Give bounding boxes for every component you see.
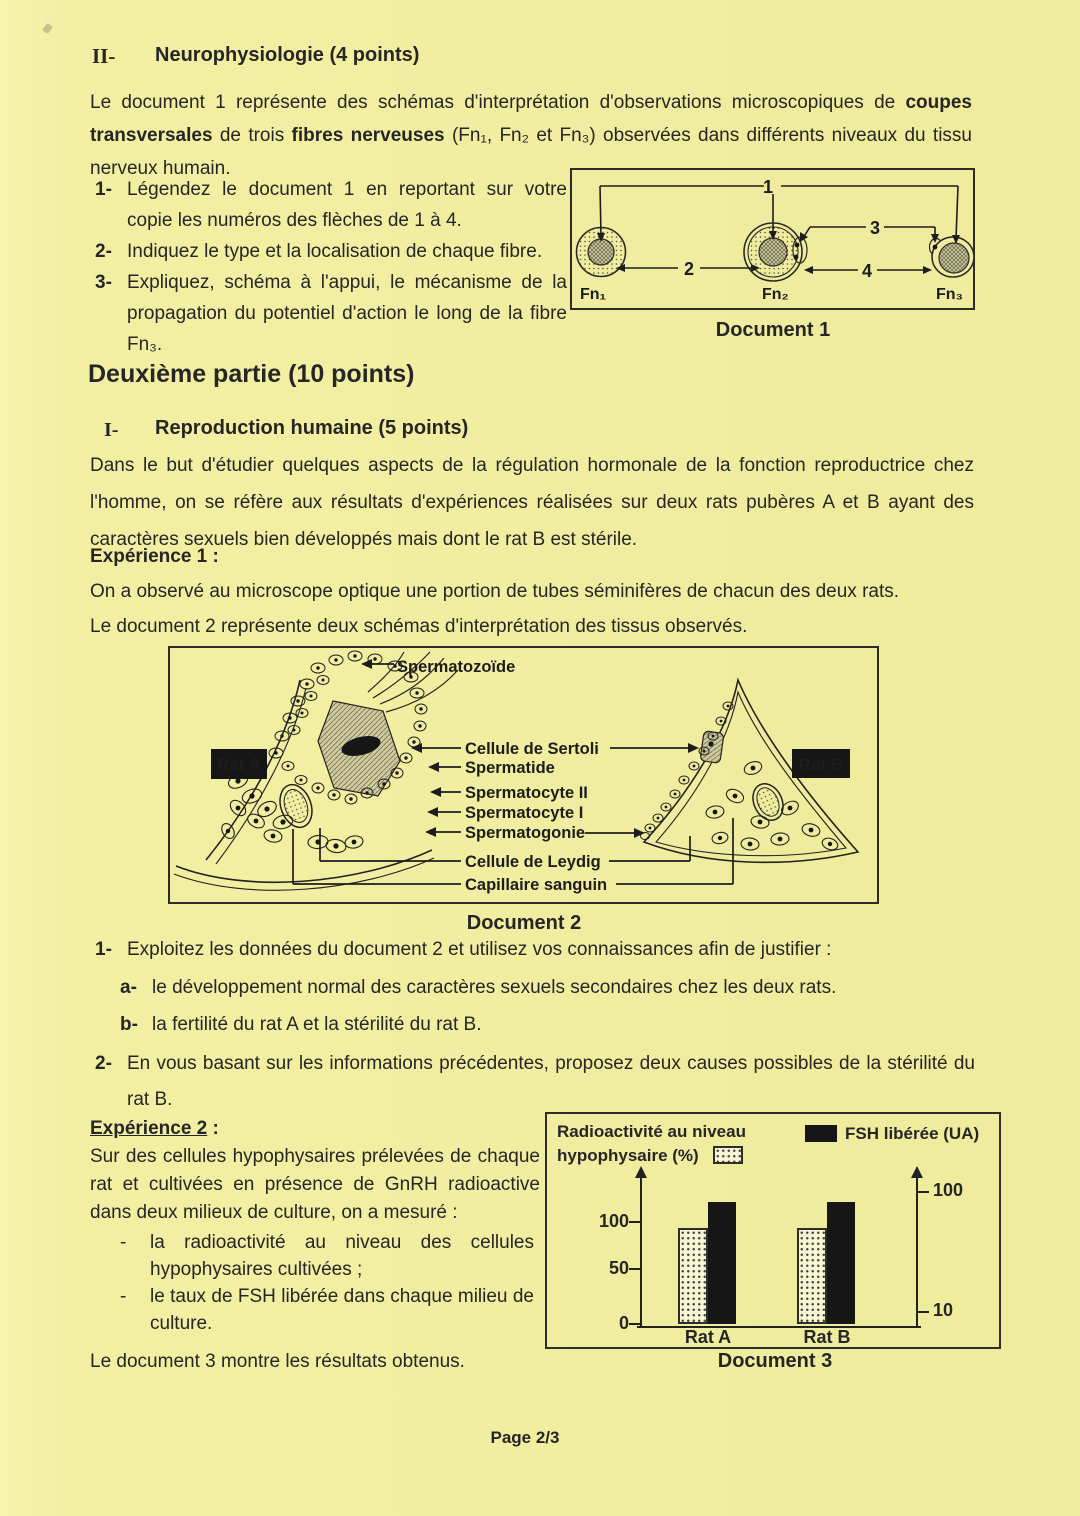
intro-text-segment: (Fn₁, Fn₂ et Fn₃) observées dans différents niveaux du tissu nerveux humain. bbox=[90, 125, 972, 179]
right-axis-arrow bbox=[911, 1166, 923, 1178]
question-number: 3- bbox=[95, 272, 112, 293]
left-tick-100: 100 bbox=[598, 1211, 629, 1231]
left-axis bbox=[640, 1178, 642, 1327]
fiber-fn3-drawing bbox=[930, 237, 975, 277]
category-rat-a: Rat A bbox=[684, 1327, 732, 1347]
right-legend bbox=[805, 1124, 979, 1144]
right-tick-10: 10 bbox=[933, 1300, 954, 1320]
bar-radioactivity-rat-b bbox=[797, 1228, 827, 1324]
dotted-legend-swatch bbox=[713, 1146, 743, 1164]
spermatide-label: Spermatide bbox=[465, 759, 555, 777]
question-item bbox=[95, 1046, 997, 1118]
fn2-label: Fn₂ bbox=[762, 286, 789, 303]
question-text: En vous basant sur les informations précédentes, proposez deux causes possibles de la stérilité du rat B. bbox=[127, 1053, 975, 1110]
question-number: 1- bbox=[95, 179, 112, 200]
question-item bbox=[95, 934, 997, 965]
question-number: 2- bbox=[95, 1053, 112, 1074]
question-item bbox=[95, 174, 567, 236]
seminiferous-tubes-diagram bbox=[168, 646, 880, 905]
rat-a-tag bbox=[211, 749, 267, 779]
section-i-number: I- bbox=[104, 419, 119, 441]
sertoli-label: Cellule de Sertoli bbox=[465, 740, 599, 758]
section-ii-number: II- bbox=[92, 44, 116, 68]
right-tick-100: 100 bbox=[933, 1180, 964, 1200]
document1-caption: Document 1 bbox=[715, 319, 831, 341]
document1-figure bbox=[570, 168, 976, 342]
question-number: 2- bbox=[95, 241, 112, 262]
left-legend-line1: Radioactivité au niveau bbox=[557, 1122, 746, 1141]
left-tick-dash bbox=[629, 1323, 640, 1325]
section-ii-title: Neurophysiologie (4 points) bbox=[155, 44, 420, 66]
exp2-heading-colon: : bbox=[207, 1118, 219, 1139]
bullet-text: la radioactivité au niveau des cellules hypophysaires cultivées ; bbox=[150, 1232, 534, 1280]
exp2-intro: Sur des cellules hypophysaires prélevées de chaque rat et cultivées en présence de GnRH radioactive dans deux milieux de culture, on a mesuré : bbox=[90, 1146, 540, 1223]
bullet-dash: - bbox=[120, 1286, 127, 1307]
bullet-text: le taux de FSH libérée dans chaque milieu de culture. bbox=[150, 1286, 534, 1334]
document3-figure bbox=[545, 1112, 1001, 1349]
spermatocyte2-label: Spermatocyte II bbox=[465, 784, 588, 802]
right-tick-dash bbox=[918, 1191, 929, 1193]
exp1-line2: Le document 2 représente deux schémas d'interprétation des tissus observés. bbox=[90, 616, 748, 637]
intro-text-segment: Le document 1 représente des schémas d'interprétation d'observations microscopiques de bbox=[90, 92, 906, 113]
bar-radioactivity-rat-a bbox=[678, 1228, 708, 1324]
neuro-questions bbox=[95, 174, 567, 360]
repro-questions bbox=[95, 934, 997, 1118]
question-item bbox=[95, 267, 567, 360]
exp2-heading-text: Expérience 2 bbox=[90, 1118, 208, 1139]
right-tick-dash bbox=[918, 1311, 929, 1313]
left-legend-text: hypophysaire (%) bbox=[557, 1146, 699, 1165]
right-axis bbox=[916, 1178, 918, 1327]
fn3-label: Fn₃ bbox=[936, 286, 963, 303]
left-tick-50: 50 bbox=[608, 1258, 629, 1278]
question-letter: b- bbox=[120, 1014, 138, 1035]
spermatozoide-label: Spermatozoïde bbox=[397, 658, 516, 676]
spermatogonie-label: Spermatogonie bbox=[465, 824, 586, 842]
arrow-2-number: 2 bbox=[683, 259, 695, 279]
question-item bbox=[95, 236, 567, 267]
arrow-1-number: 1 bbox=[762, 177, 774, 197]
scan-smudge bbox=[42, 23, 53, 34]
part2-title: Deuxième partie (10 points) bbox=[88, 360, 415, 388]
bar-fsh-rat-a bbox=[708, 1202, 736, 1324]
document2-figure bbox=[168, 646, 880, 935]
intro-bold-term: coupes transversales bbox=[90, 92, 972, 146]
arrow-4-number: 4 bbox=[861, 261, 873, 281]
exp2-bullet bbox=[120, 1283, 540, 1337]
exp2-closing: Le document 3 montre les résultats obtenus. bbox=[90, 1351, 465, 1372]
document3-caption: Document 3 bbox=[717, 1350, 833, 1372]
intro-bold-term: fibres nerveuses bbox=[291, 125, 445, 146]
question-subitem bbox=[120, 1009, 997, 1040]
question-text: Exploitez les données du document 2 et utilisez vos connaissances afin de justifier : bbox=[127, 939, 832, 960]
bar-fsh-rat-b bbox=[827, 1202, 855, 1324]
document2-labels bbox=[397, 658, 607, 894]
fn1-label: Fn₁ bbox=[580, 286, 607, 303]
rat-b-label: Rat B bbox=[798, 755, 844, 774]
question-text: le développement normal des caractères sexuels secondaires chez les deux rats. bbox=[152, 977, 837, 998]
question-subitem bbox=[120, 972, 997, 1003]
exp2-column bbox=[90, 1143, 540, 1337]
right-legend-text: FSH libérée (UA) bbox=[845, 1124, 980, 1143]
left-tick-dash bbox=[629, 1221, 640, 1223]
question-text: Expliquez, schéma à l'appui, le mécanisme de la propagation du potentiel d'action le long de la fibre Fn₃. bbox=[127, 272, 567, 355]
nerve-fibers-diagram bbox=[570, 168, 976, 311]
question-number: 1- bbox=[95, 939, 112, 960]
rat-b-tag bbox=[792, 749, 850, 778]
exp2-heading bbox=[90, 1118, 219, 1140]
capillaire-label: Capillaire sanguin bbox=[465, 876, 608, 894]
section-i-title: Reproduction humaine (5 points) bbox=[155, 417, 469, 439]
question-text: Indiquez le type et la localisation de chaque fibre. bbox=[127, 241, 543, 262]
exp2-bullet bbox=[120, 1229, 540, 1283]
left-tick-dash bbox=[629, 1268, 640, 1270]
document2-caption: Document 2 bbox=[466, 912, 582, 934]
left-legend-line2 bbox=[557, 1146, 743, 1166]
question-text: Légendez le document 1 en reportant sur votre copie les numéros des flèches de 1 à 4. bbox=[127, 179, 567, 231]
question-letter: a- bbox=[120, 977, 137, 998]
page-number: Page 2/3 bbox=[490, 1428, 560, 1447]
intro-text-segment: de trois bbox=[212, 125, 292, 146]
category-rat-b: Rat B bbox=[803, 1327, 851, 1347]
exp1-line1: On a observé au microscope optique une portion de tubes séminifères de chacun des deux rats. bbox=[90, 581, 900, 602]
left-tick-0: 0 bbox=[618, 1313, 629, 1333]
left-axis-arrow bbox=[635, 1166, 647, 1178]
bullet-dash: - bbox=[120, 1232, 127, 1253]
rat-a-label: Rat A bbox=[217, 755, 261, 774]
arrow-3-number: 3 bbox=[869, 218, 881, 238]
exp1-heading: Expérience 1 : bbox=[90, 546, 219, 567]
repro-intro-paragraph: Dans le but d'étudier quelques aspects de la régulation hormonale de la fonction reproductrice chez l'homme, on se réfère aux résultats d'expériences réalisées sur deux rats pubères A et B ayant des caractères sexuels bien développés mais dont le rat B est stérile. bbox=[90, 455, 974, 550]
question-text: la fertilité du rat A et la stérilité du rat B. bbox=[152, 1014, 482, 1035]
leydig-label: Cellule de Leydig bbox=[465, 853, 601, 871]
black-legend-swatch bbox=[805, 1125, 837, 1142]
spermatocyte1-label: Spermatocyte I bbox=[465, 804, 584, 822]
